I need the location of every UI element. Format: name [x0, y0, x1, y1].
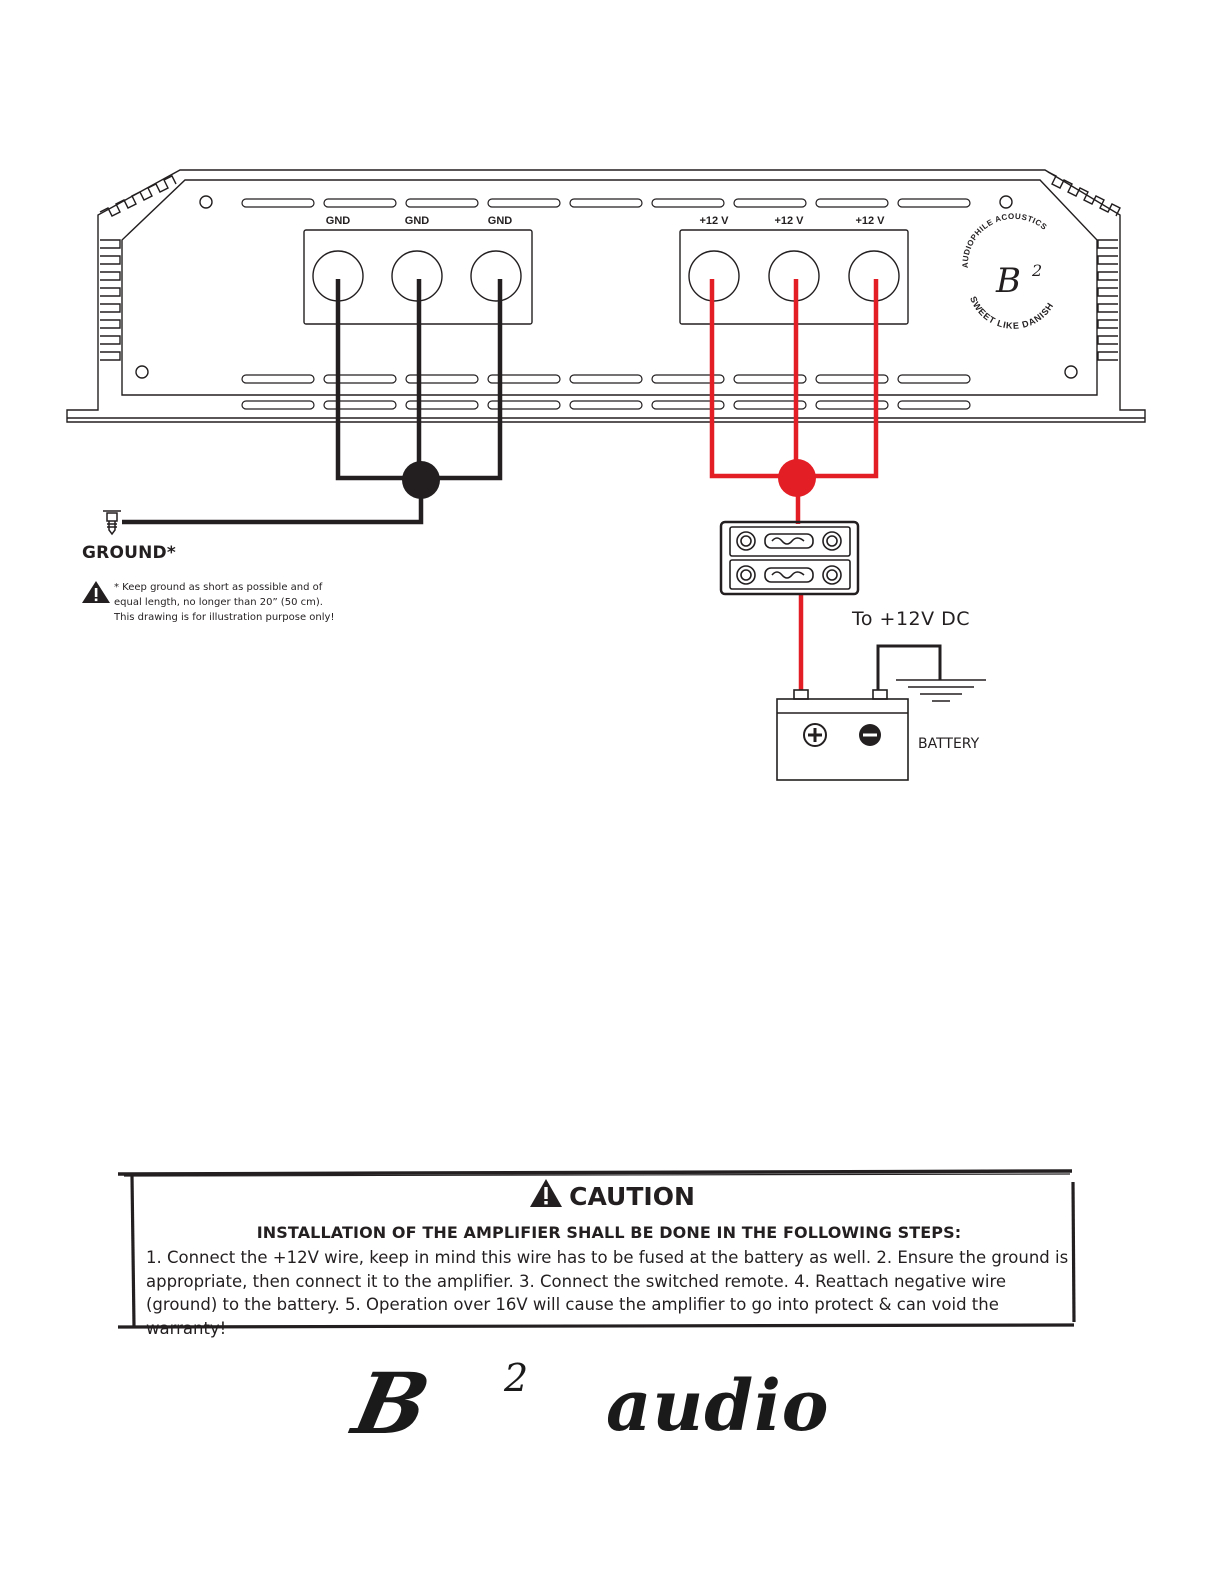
gnd-label-2: GND	[404, 215, 430, 227]
vent-slot	[570, 199, 642, 207]
ground-title: GROUND*	[82, 543, 176, 563]
caution-warning-icon	[529, 1178, 563, 1208]
gnd-label-1: GND	[325, 215, 351, 227]
vent-slot	[816, 199, 888, 207]
gnd-label-3: GND	[487, 215, 513, 227]
logo-word: audio	[606, 1364, 830, 1447]
amplifier	[67, 170, 1145, 422]
svg-text:AUDIOPHILE ACOUSTICS	[961, 212, 1049, 268]
vent-slot	[898, 375, 970, 383]
vent-slot	[570, 401, 642, 409]
vent-slot	[898, 199, 970, 207]
logo-mark-sup: 2	[504, 1356, 529, 1400]
terminal-labels	[326, 215, 885, 227]
earth-ground-icon	[878, 646, 986, 701]
vent-slot	[324, 401, 396, 409]
vent-slot	[242, 401, 314, 409]
fuse-holder	[721, 522, 858, 594]
badge-mark: B	[996, 261, 1021, 301]
warning-icon	[82, 581, 110, 603]
vent-slot	[242, 199, 314, 207]
vent-slot	[324, 375, 396, 383]
ground-junction	[402, 461, 440, 499]
battery-minus-icon	[859, 724, 881, 746]
ground-note-line-2: equal length, no longer than 20” (50 cm).	[114, 597, 323, 608]
vent-slot	[242, 375, 314, 383]
ground-bolt-icon	[103, 511, 121, 534]
vent-slot	[734, 199, 806, 207]
vent-slot	[898, 401, 970, 409]
caution-heading	[0, 1178, 1224, 1211]
vent-slot	[570, 375, 642, 383]
badge-bottom-text: SWEET LIKE DANISH	[968, 294, 1056, 331]
battery	[777, 690, 908, 780]
brand-badge	[961, 212, 1056, 331]
pos-label-2: +12 V	[774, 215, 804, 227]
b2-audio-logo	[345, 1354, 856, 1453]
power-junction	[778, 459, 816, 497]
to-12v-dc-label: To +12V DC	[852, 608, 971, 630]
badge-mark-sup: 2	[1032, 261, 1043, 280]
caution-subtitle: INSTALLATION OF THE AMPLIFIER SHALL BE DONE IN THE FOLLOWING STEPS:	[256, 1223, 962, 1242]
caution-title: CAUTION	[569, 1182, 695, 1211]
logo-mark: B	[345, 1354, 438, 1453]
caution-body: 1. Connect the +12V wire, keep in mind this wire has to be fused at the battery as well. 2. Ensure the ground is appropriate, then connect it to the amplifier. 3. Connect the switched remote. 4. Reattach negative wire (ground) to the battery. 5. Operation over 16V will cause the amplifier to go into protect & can void the warranty!	[146, 1248, 1069, 1338]
badge-top-text: AUDIOPHILE ACOUSTICS	[960, 211, 1049, 269]
vent-slot	[652, 199, 724, 207]
battery-plus-icon	[804, 724, 826, 746]
ground-note	[114, 580, 364, 625]
ground-note-line-1: * Keep ground as short as possible and of	[114, 582, 323, 593]
pos-label-1: +12 V	[699, 215, 729, 227]
ground-note-line-3: This drawing is for illustration purpose only!	[114, 612, 335, 623]
vent-slot	[406, 199, 478, 207]
vent-slot	[488, 199, 560, 207]
pos-label-3: +12 V	[855, 215, 885, 227]
battery-label: BATTERY	[918, 736, 980, 752]
vent-slot	[324, 199, 396, 207]
